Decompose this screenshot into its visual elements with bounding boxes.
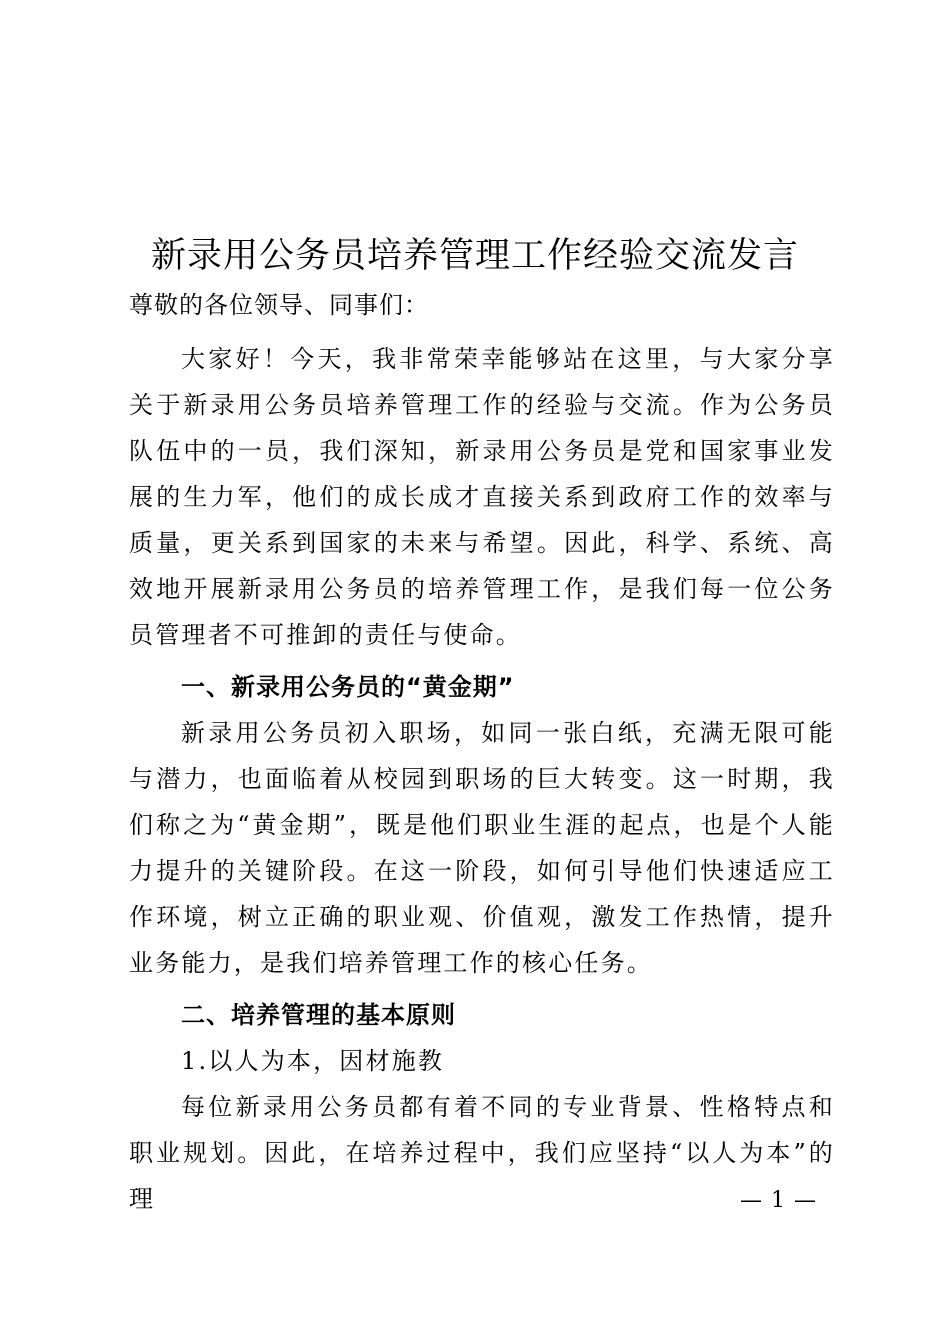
page-number: — 1 —	[740, 1188, 817, 1213]
document-title: 新录用公务员培养管理工作经验交流发言	[150, 236, 799, 276]
document-body	[129, 282, 835, 1222]
intro-paragraph: 大家好！今天，我非常荣幸能够站在这里，与大家分享关于新录用公务员培养管理工作的经验与交流。作为公务员队伍中的一员，我们深知，新录用公务员是党和国家事业发展的生力军，他们的成长成才直接关系到政府工作的效率与质量，更关系到国家的未来与希望。因此，科学、系统、高效地开展新录用公务员的培养管理工作，是我们每一位公务员管理者不可推卸的责任与使命。	[129, 345, 835, 649]
section-heading-1: 一、新录用公务员的“黄金期”	[181, 673, 515, 701]
salutation: 尊敬的各位领导、同事们：	[129, 291, 429, 319]
section-paragraph-2: 每位新录用公务员都有着不同的专业背景、性格特点和职业规划。因此，在培养过程中，我们应坚持“以人为本”的理	[129, 1093, 835, 1213]
subsection-heading-1: 1.以人为本，因材施教	[181, 1047, 445, 1075]
section-heading-2: 二、培养管理的基本原则	[181, 1001, 456, 1029]
section-paragraph-1: 新录用公务员初入职场，如同一张白纸，充满无限可能与潜力，也面临着从校园到职场的巨大转变。这一时期，我们称之为“黄金期”，既是他们职业生涯的起点，也是个人能力提升的关键阶段。在这一阶段，如何引导他们快速适应工作环境，树立正确的职业观、价值观，激发工作热情，提升业务能力，是我们培养管理工作的核心任务。	[129, 719, 835, 977]
